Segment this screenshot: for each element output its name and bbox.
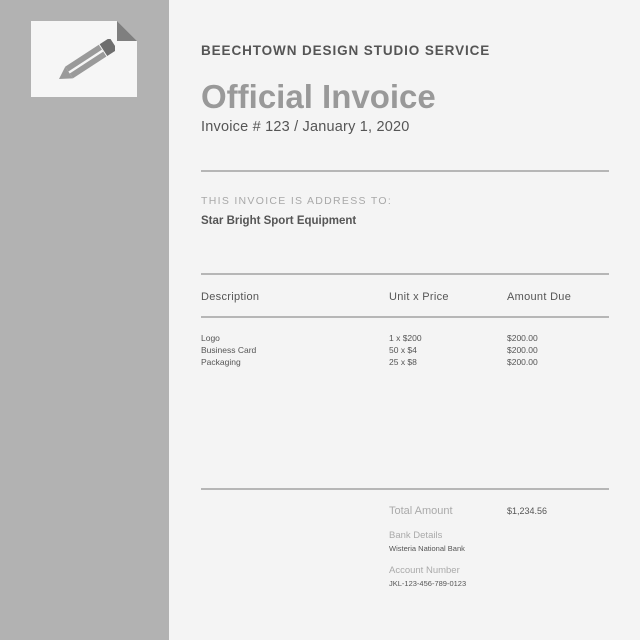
bank-details-label: Bank Details [389, 530, 443, 541]
item-description: Business Card [201, 345, 257, 355]
divider [201, 488, 609, 490]
item-unit-price: 50 x $4 [389, 345, 417, 355]
sidebar [0, 0, 169, 640]
table-row [201, 333, 609, 345]
account-number-value: JKL-123-456-789-0123 [389, 579, 467, 588]
item-unit-price: 25 x $8 [389, 357, 417, 367]
item-amount: $200.00 [507, 333, 538, 343]
recipient-name: Star Bright Sport Equipment [201, 215, 357, 227]
invoice-title: Official Invoice [201, 78, 436, 115]
divider [201, 273, 609, 275]
item-description: Logo [201, 333, 220, 343]
page-fold [117, 21, 137, 41]
column-header-unit-price: Unit x Price [389, 291, 449, 303]
item-unit-price: 1 x $200 [389, 333, 422, 343]
table-row [201, 357, 609, 369]
invoice-number-date: Invoice # 123 / January 1, 2020 [201, 119, 410, 135]
item-amount: $200.00 [507, 357, 538, 367]
total-amount-value: $1,234.56 [507, 506, 548, 516]
table-row [201, 345, 609, 357]
pencil-icon [55, 39, 115, 83]
account-number-label: Account Number [389, 565, 460, 576]
divider [201, 316, 609, 318]
column-header-amount-due: Amount Due [507, 291, 572, 303]
item-amount: $200.00 [507, 345, 538, 355]
column-header-description: Description [201, 291, 260, 303]
studio-name: BEECHTOWN DESIGN STUDIO SERVICE [201, 43, 491, 58]
item-description: Packaging [201, 357, 241, 367]
total-amount-label: Total Amount [389, 505, 453, 517]
bank-details-value: Wisteria National Bank [389, 544, 465, 553]
recipient-label: THIS INVOICE IS ADDRESS TO: [201, 195, 393, 207]
divider [201, 170, 609, 172]
